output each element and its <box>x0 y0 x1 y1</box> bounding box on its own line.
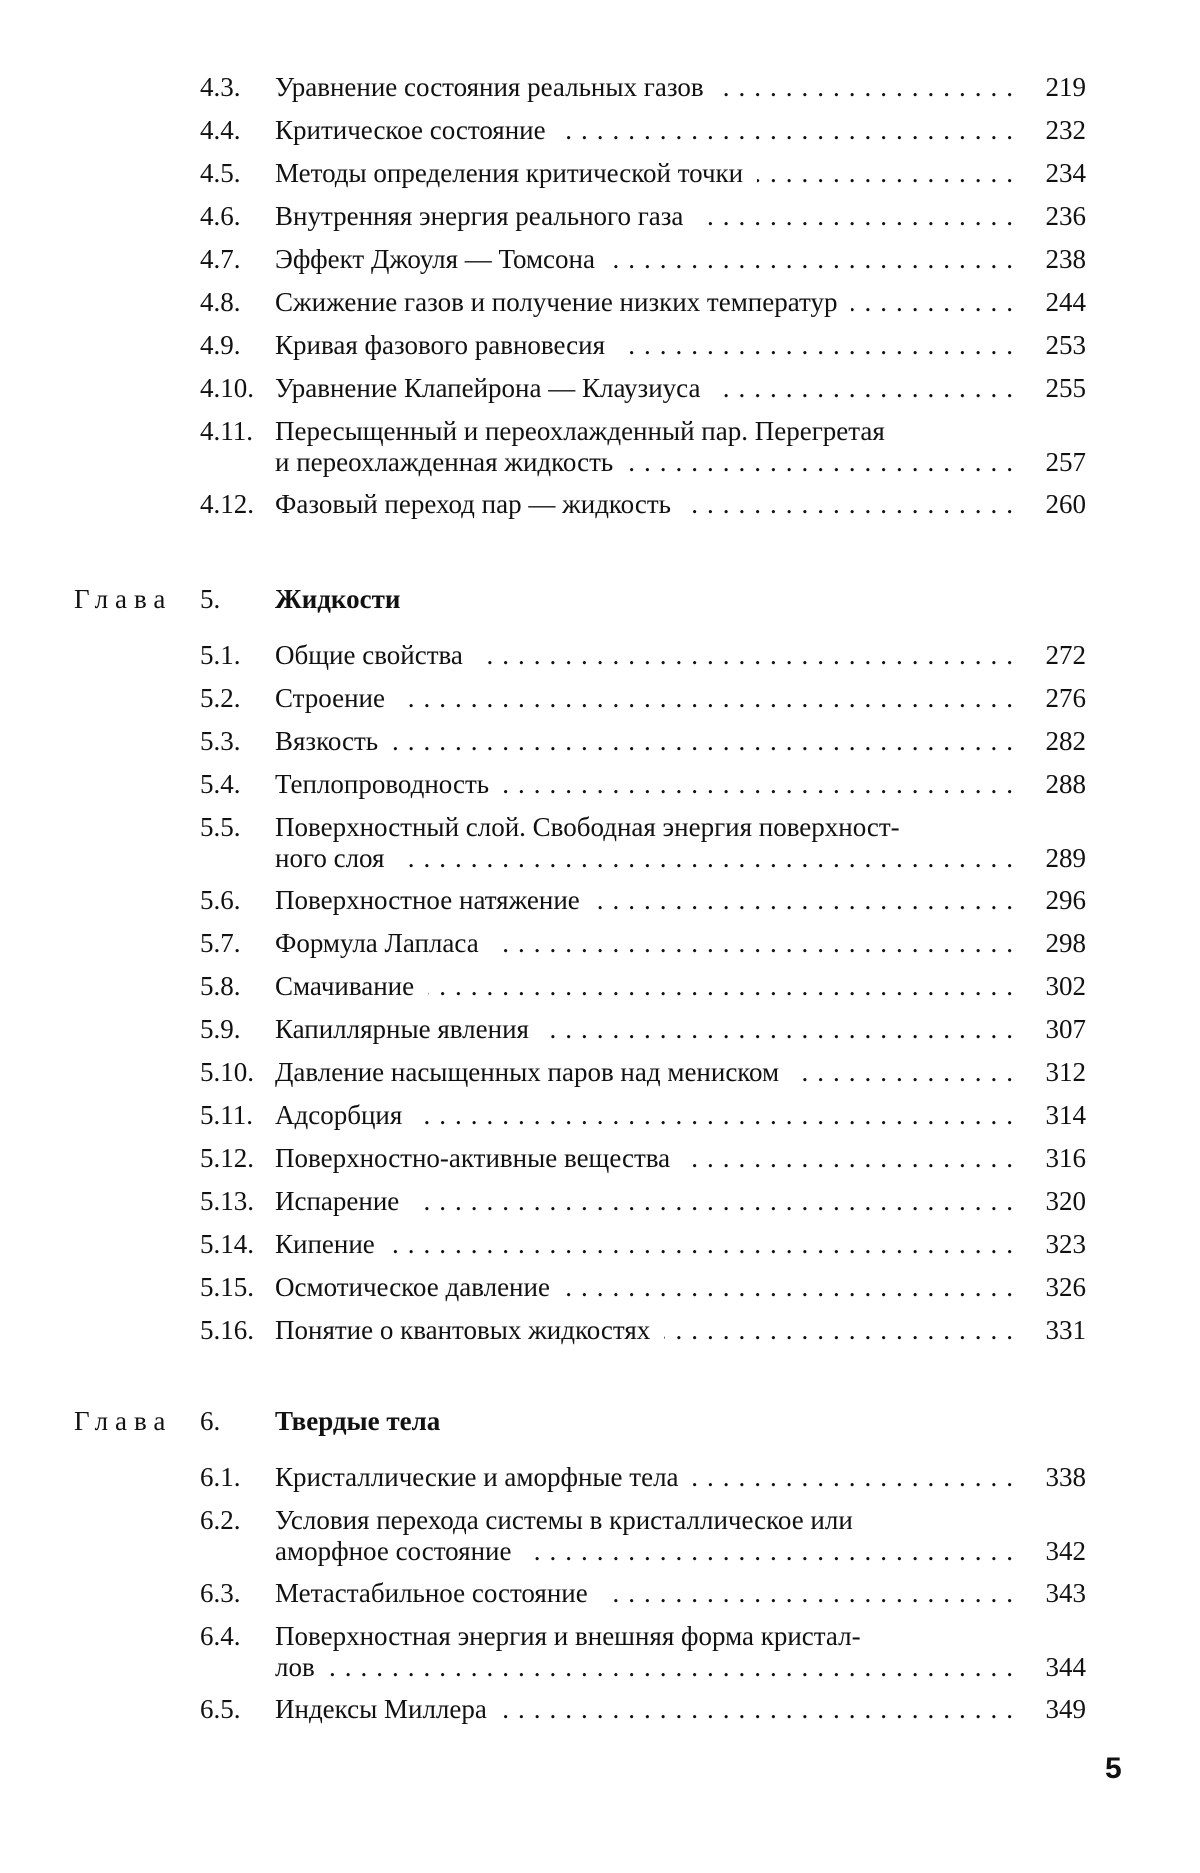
entry-page-number: 244 <box>1030 287 1086 318</box>
dot-leader: ........................................ <box>399 683 1022 714</box>
entry-number: 5.15. <box>200 1272 254 1303</box>
entry-title: Фазовый переход пар — жидкость <box>275 489 671 520</box>
entry-page-number: 288 <box>1030 769 1086 800</box>
entry-page-number: 276 <box>1030 683 1086 714</box>
entry-page-number: 331 <box>1030 1315 1086 1346</box>
dot-leader: ..................... <box>685 489 1022 520</box>
entry-page-number: 320 <box>1030 1186 1086 1217</box>
dot-leader: .................... <box>718 72 1022 103</box>
entry-page-number: 238 <box>1030 244 1086 275</box>
chapter-title: Твердые тела <box>275 1404 440 1438</box>
entry-number: 4.4. <box>200 115 241 146</box>
dot-leader: ................................... <box>477 640 1022 671</box>
entry-title: Методы определения критической точки <box>275 158 743 189</box>
entry-title: Адсорбция <box>275 1100 402 1131</box>
entry-title: Поверхностно-активные вещества <box>275 1143 670 1174</box>
entry-title-continued: аморфное состояние <box>275 1536 511 1567</box>
entry-page-number: 234 <box>1030 158 1086 189</box>
entry-title: Метастабильное состояние <box>275 1578 588 1609</box>
entry-page-number: 342 <box>1030 1536 1086 1567</box>
entry-number: 5.1. <box>200 640 241 671</box>
entry-title: Уравнение состояния реальных газов <box>275 72 704 103</box>
entry-number: 4.12. <box>200 489 254 520</box>
entry-number: 4.9. <box>200 330 241 361</box>
entry-title: Кипение <box>275 1229 375 1260</box>
entry-number: 4.6. <box>200 201 241 232</box>
entry-page-number: 307 <box>1030 1014 1086 1045</box>
entry-title: Строение <box>275 683 385 714</box>
chapter-label: Глава <box>74 1404 172 1438</box>
dot-leader: ..................... <box>684 1143 1022 1174</box>
entry-title-continued: лов <box>275 1652 315 1683</box>
dot-leader: ................................. <box>501 1694 1022 1725</box>
book-page <box>0 0 1200 1873</box>
entry-number: 5.16. <box>200 1315 254 1346</box>
entry-title: Общие свойства <box>275 640 463 671</box>
entry-page-number: 219 <box>1030 72 1086 103</box>
entry-page-number: 349 <box>1030 1694 1086 1725</box>
entry-page-number: 302 <box>1030 971 1086 1002</box>
entry-number: 5.9. <box>200 1014 241 1045</box>
entry-page-number: 253 <box>1030 330 1086 361</box>
entry-number: 5.13. <box>200 1186 254 1217</box>
dot-leader: ......................... <box>619 330 1022 361</box>
entry-title: Осмотическое давление <box>275 1272 550 1303</box>
dot-leader: ............................................ <box>329 1652 1022 1683</box>
entry-title: Давление насыщенных паров над мениском <box>275 1057 779 1088</box>
entry-title: Испарение <box>275 1186 399 1217</box>
dot-leader: ........................................ <box>428 971 1022 1002</box>
entry-number: 4.8. <box>200 287 241 318</box>
dot-leader: .......................... <box>609 244 1022 275</box>
dot-leader: .................... <box>714 373 1022 404</box>
dot-leader: .............................. <box>564 1272 1022 1303</box>
entry-number: 5.7. <box>200 928 241 959</box>
entry-title: Вязкость <box>275 726 378 757</box>
entry-number: 6.5. <box>200 1694 241 1725</box>
dot-leader: ............... <box>793 1057 1022 1088</box>
chapter-number: 5. <box>200 582 220 616</box>
entry-title: Индексы Миллера <box>275 1694 487 1725</box>
chapter-label: Глава <box>74 582 172 616</box>
dot-leader: ........................................ <box>392 726 1022 757</box>
entry-page-number: 344 <box>1030 1652 1086 1683</box>
entry-title: Формула Лапласа <box>275 928 479 959</box>
entry-number: 5.3. <box>200 726 241 757</box>
entry-title: Теплопроводность <box>275 769 489 800</box>
entry-number: 5.4. <box>200 769 241 800</box>
entry-page-number: 298 <box>1030 928 1086 959</box>
dot-leader: ........................... <box>594 885 1022 916</box>
dot-leader: ........................................ <box>398 843 1022 874</box>
entry-page-number: 312 <box>1030 1057 1086 1088</box>
entry-number: 5.6. <box>200 885 241 916</box>
entry-page-number: 314 <box>1030 1100 1086 1131</box>
entry-title: Критическое состояние <box>275 115 546 146</box>
entry-title: Поверхностный слой. Свободная энергия поверхност- <box>275 812 900 843</box>
entry-number: 5.10. <box>200 1057 254 1088</box>
entry-page-number: 338 <box>1030 1462 1086 1493</box>
page-number: 5 <box>1105 1752 1122 1786</box>
entry-number: 5.14. <box>200 1229 254 1260</box>
dot-leader: .......................... <box>602 1578 1022 1609</box>
dot-leader: ........................................ <box>416 1100 1022 1131</box>
dot-leader: .................... <box>697 201 1022 232</box>
entry-page-number: 236 <box>1030 201 1086 232</box>
dot-leader: .................... <box>693 1462 1022 1493</box>
entry-title: Смачивание <box>275 971 414 1002</box>
entry-number: 5.5. <box>200 812 241 843</box>
entry-number: 4.7. <box>200 244 241 275</box>
entry-page-number: 257 <box>1030 447 1086 478</box>
entry-number: 4.11. <box>200 416 253 447</box>
entry-number: 6.2. <box>200 1505 241 1536</box>
entry-title: Поверхностная энергия и внешняя форма кристал- <box>275 1621 861 1652</box>
dot-leader: .......... <box>851 287 1022 318</box>
entry-number: 5.11. <box>200 1100 253 1131</box>
dot-leader: ................................. <box>503 769 1022 800</box>
entry-title: Капиллярные явления <box>275 1014 529 1045</box>
entry-page-number: 323 <box>1030 1229 1086 1260</box>
entry-title: Пересыщенный и переохлажденный пар. Перегретая <box>275 416 885 447</box>
entry-number: 5.2. <box>200 683 241 714</box>
dot-leader: ......................... <box>627 447 1022 478</box>
dot-leader: ........................................ <box>413 1186 1022 1217</box>
entry-title: Внутренняя энергия реального газа <box>275 201 683 232</box>
dot-leader: ............................... <box>525 1536 1022 1567</box>
entry-number: 6.1. <box>200 1462 241 1493</box>
dot-leader: .............................. <box>543 1014 1022 1045</box>
entry-title-continued: и переохлажденная жидкость <box>275 447 613 478</box>
entry-page-number: 282 <box>1030 726 1086 757</box>
entry-page-number: 296 <box>1030 885 1086 916</box>
entry-title: Поверхностное натяжение <box>275 885 580 916</box>
entry-number: 6.4. <box>200 1621 241 1652</box>
entry-page-number: 316 <box>1030 1143 1086 1174</box>
dot-leader: ................................. <box>493 928 1022 959</box>
dot-leader: ........................................ <box>389 1229 1022 1260</box>
entry-title: Понятие о квантовых жидкостях <box>275 1315 650 1346</box>
entry-number: 4.5. <box>200 158 241 189</box>
entry-number: 5.8. <box>200 971 241 1002</box>
chapter-number: 6. <box>200 1404 220 1438</box>
entry-title-continued: ного слоя <box>275 843 384 874</box>
entry-number: 6.3. <box>200 1578 241 1609</box>
chapter-title: Жидкости <box>275 582 400 616</box>
entry-title: Кривая фазового равновесия <box>275 330 605 361</box>
entry-number: 5.12. <box>200 1143 254 1174</box>
entry-title: Кристаллические и аморфные тела <box>275 1462 679 1493</box>
entry-page-number: 272 <box>1030 640 1086 671</box>
entry-page-number: 232 <box>1030 115 1086 146</box>
dot-leader: ................. <box>757 158 1022 189</box>
entry-number: 4.3. <box>200 72 241 103</box>
entry-title: Уравнение Клапейрона — Клаузиуса <box>275 373 700 404</box>
entry-title: Сжижение газов и получение низких температур <box>275 287 837 318</box>
entry-number: 4.10. <box>200 373 254 404</box>
dot-leader: ...................... <box>664 1315 1022 1346</box>
entry-page-number: 260 <box>1030 489 1086 520</box>
entry-title: Условия перехода системы в кристаллическое или <box>275 1505 853 1536</box>
entry-page-number: 343 <box>1030 1578 1086 1609</box>
dot-leader: .............................. <box>560 115 1022 146</box>
entry-page-number: 289 <box>1030 843 1086 874</box>
entry-page-number: 255 <box>1030 373 1086 404</box>
entry-page-number: 326 <box>1030 1272 1086 1303</box>
entry-title: Эффект Джоуля — Томсона <box>275 244 595 275</box>
